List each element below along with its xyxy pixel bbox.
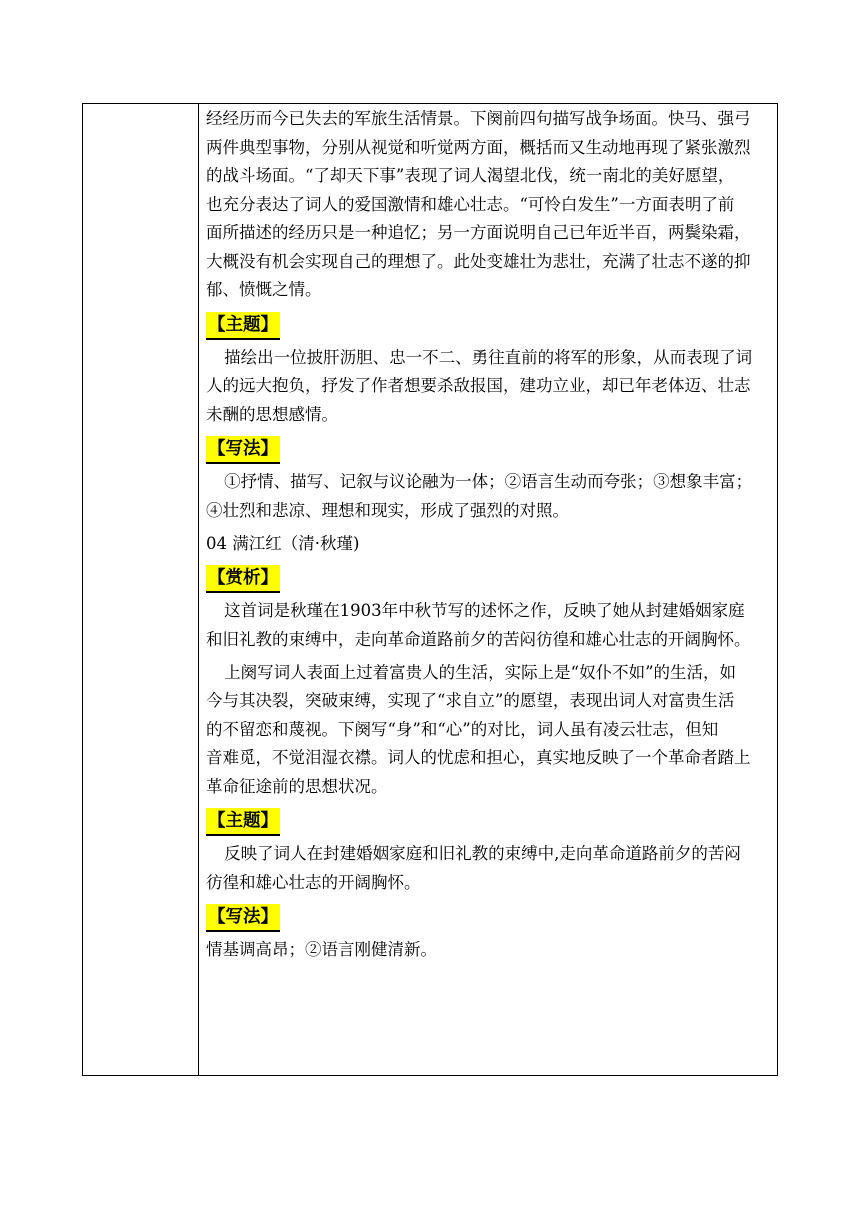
writing-heading: 【写法】: [206, 436, 280, 464]
text-line: ④壮烈和悲凉、理想和现实，形成了强烈的对照。: [206, 500, 569, 520]
text-line: ①抒情、描写、记叙与议论融为一体；②语言生动而夸张；③想象丰富；: [224, 472, 753, 491]
text-line: 和旧礼教的束缚中，走向革命道路前夕的苦闷彷徨和雄心壮志的开阔胸怀。: [206, 629, 751, 649]
text-line: 也充分表达了词人的爱国激情和雄心壮志。“可怜白发生”一方面表明了前: [206, 194, 735, 214]
analysis-heading-row: [206, 564, 769, 594]
writing-heading-2: 【写法】: [206, 904, 280, 932]
text-line: 人的远大抱负，抒发了作者想要杀敌报国，建功立业，却已年老体迈、壮志: [206, 376, 751, 395]
text-line: 今与其决裂，突破束缚，实现了“求自立”的愿望，表现出词人对富贵生活: [206, 691, 735, 710]
text-line: 上阕写词人表面上过着富贵人的生活，实际上是“奴仆不如”的生活，如: [224, 662, 737, 682]
theme-heading-2: 【主题】: [206, 808, 280, 836]
analysis-paragraph-2: [206, 659, 769, 802]
writing-heading-row: [206, 435, 769, 465]
text-line: 未酬的思想感情。: [206, 404, 338, 424]
theme-heading-row: [206, 311, 769, 341]
content-table: [82, 103, 778, 1076]
theme-heading-row-2: [206, 807, 769, 837]
text-line: 经经历而今已失去的军旅生活情景。下阕前四句描写战争场面。快马、强弓: [206, 109, 751, 128]
text-line: 的不留恋和蔑视。下阕写“身”和“心”的对比，词人虽有凌云壮志，但知: [206, 719, 719, 739]
text-line: 音难觅，不觉泪湿衣襟。词人的忧虑和担心，真实地反映了一个革命者踏上: [206, 748, 751, 767]
theme-paragraph-2: [206, 840, 769, 897]
writing-heading-row-2: [206, 903, 769, 933]
theme-heading: 【主题】: [206, 312, 280, 340]
analysis-continuation: [206, 104, 769, 305]
poem-title: 04 满江红（清·秋瑾): [206, 533, 360, 553]
text-line: 反映了词人在封建婚姻家庭和旧礼教的束缚中,走向革命道路前夕的苦闷: [224, 844, 741, 863]
text-line: 大概没有机会实现自己的理想了。此处变雄壮为悲壮，充满了壮志不遂的抑: [206, 251, 751, 271]
writing-paragraph-2: [206, 936, 769, 965]
content-cell: [206, 104, 769, 965]
column-divider: [198, 104, 199, 1075]
text-line: 彷徨和雄心壮志的开阔胸怀。: [206, 872, 421, 892]
text-line: 情基调高昂；②语言刚健清新。: [206, 940, 437, 959]
text-line: 革命征途前的思想状况。: [206, 776, 388, 796]
analysis-paragraph-1: [206, 597, 769, 654]
text-line: 郁、愤慨之情。: [206, 280, 322, 299]
text-line: 描绘出一位披肝沥胆、忠一不二、勇往直前的将军的形象，从而表现了词: [224, 347, 753, 367]
text-line: 两件典型事物，分别从视觉和听觉两方面，概括而又生动地再现了紧张激烈: [206, 137, 751, 157]
text-line: 面所描述的经历只是一种追忆；另一方面说明自己已年近半百，两鬓染霜，: [206, 223, 751, 242]
text-line: 的战斗场面。“了却天下事”表现了词人渴望北伐，统一南北的美好愿望，: [206, 166, 735, 185]
theme-paragraph: [206, 344, 769, 430]
text-line: 这首词是秋瑾在1903年中秋节写的述怀之作，反映了她从封建婚姻家庭: [224, 601, 745, 620]
writing-paragraph: [206, 468, 769, 525]
analysis-heading: 【赏析】: [206, 565, 280, 593]
